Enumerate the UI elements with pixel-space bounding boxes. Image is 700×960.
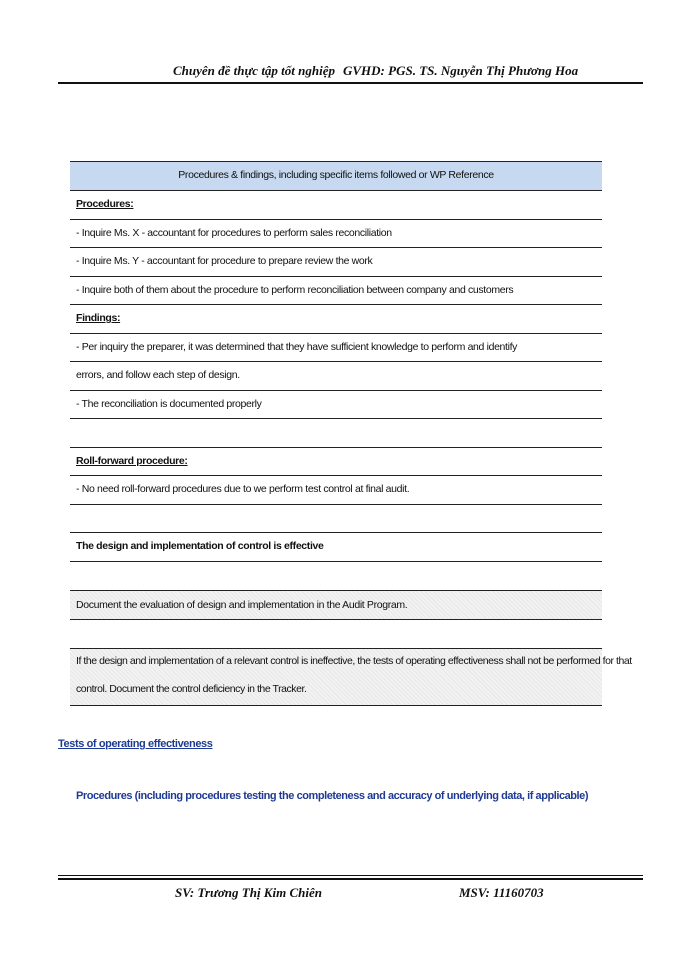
empty-row — [70, 505, 602, 534]
page-header — [58, 60, 643, 82]
procedures-findings-table — [70, 161, 602, 562]
header-supervisor: GVHD: PGS. TS. Nguyễn Thị Phương Hoa — [343, 63, 579, 78]
ineffective-note-line: control. Document the control deficiency in the Tracker. — [76, 683, 307, 695]
footer-rule — [58, 875, 643, 876]
finding-row: errors, and follow each step of design. — [70, 362, 602, 391]
footer-student-id: MSV: 11160703 — [459, 885, 544, 900]
ineffective-control-note — [70, 648, 632, 706]
section-subtitle: Procedures (including procedures testing the completeness and accuracy of underlying data, if applicable) — [76, 790, 589, 802]
procedure-row: - Inquire Ms. Y - accountant for procedure to prepare review the work — [70, 248, 602, 277]
finding-row: - Per inquiry the preparer, it was determined that they have sufficient knowledge to perform and identify — [70, 334, 602, 363]
finding-row: - The reconciliation is documented properly — [70, 391, 602, 420]
table-heading: Procedures & findings, including specific items followed or WP Reference — [70, 162, 602, 191]
ineffective-note-line: If the design and implementation of a relevant control is ineffective, the tests of operating effectiveness shall not be performed for that — [76, 655, 632, 667]
conclusion-row: The design and implementation of control is effective — [70, 533, 602, 562]
header-report-title: Chuyên đề thực tập tốt nghiệp — [173, 63, 335, 78]
procedure-row: - Inquire both of them about the procedure to perform reconciliation between company and customers — [70, 277, 602, 306]
document-evaluation-note: Document the evaluation of design and implementation in the Audit Program. — [70, 590, 602, 620]
page-footer — [58, 883, 643, 905]
empty-row — [70, 419, 602, 448]
rollforward-label-row — [70, 448, 602, 477]
rollforward-label: Roll-forward procedure: — [76, 454, 188, 467]
procedures-label: Procedures: — [76, 198, 134, 210]
header-rule — [58, 82, 643, 84]
procedure-row: - Inquire Ms. X - accountant for procedures to perform sales reconciliation — [70, 220, 602, 249]
section-title: Tests of operating effectiveness — [58, 738, 213, 750]
findings-label: Findings: — [76, 312, 121, 324]
footer-student-name: SV: Trương Thị Kim Chiên — [175, 885, 322, 900]
rollforward-row: - No need roll-forward procedures due to we perform test control at final audit. — [70, 476, 602, 505]
procedures-label-row — [70, 191, 602, 220]
footer-rule-thick — [58, 878, 643, 880]
findings-label-row — [70, 305, 602, 334]
